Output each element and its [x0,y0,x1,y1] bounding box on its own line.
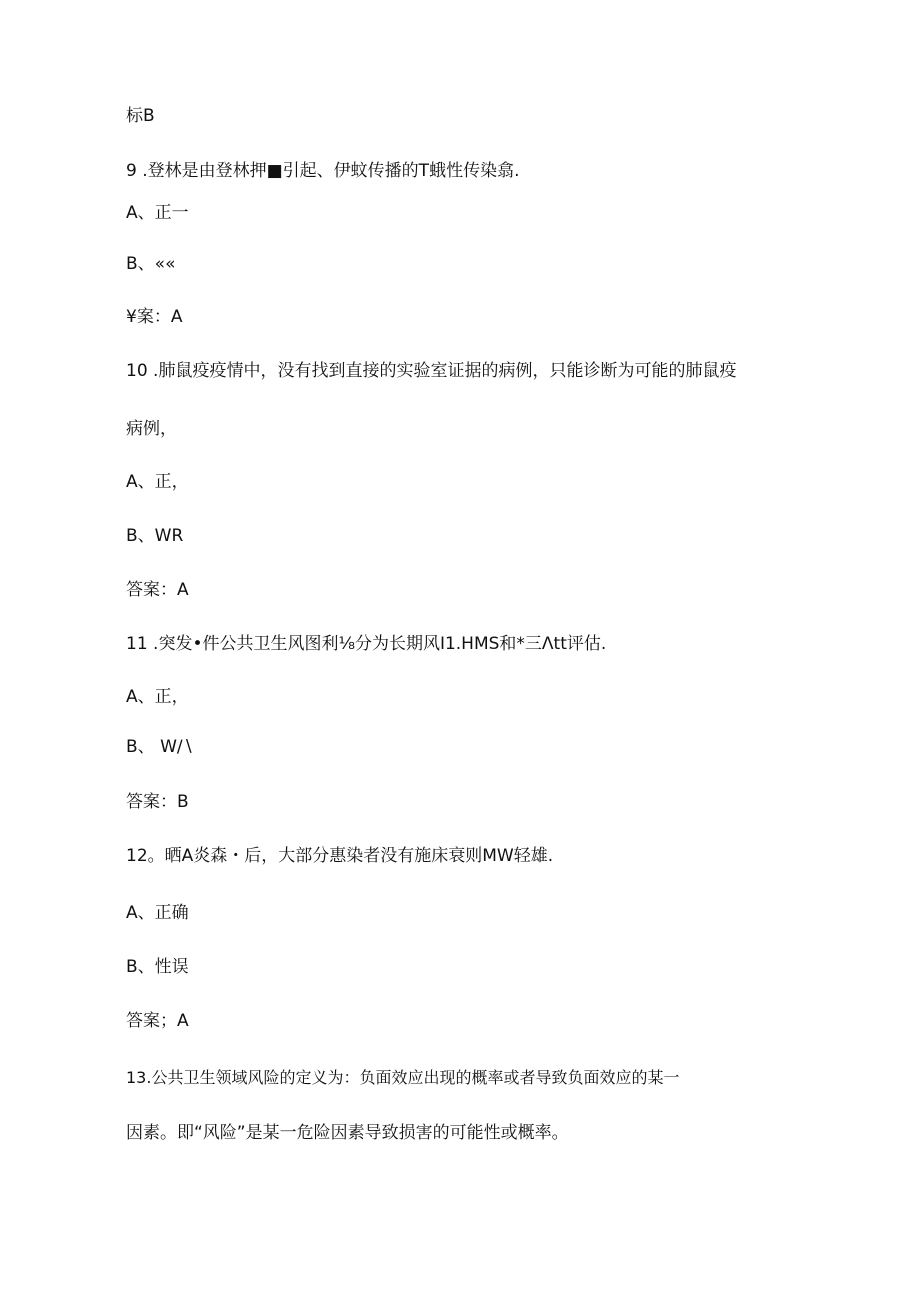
option-a: A、正确 [126,903,189,923]
question-11: 11 .突发•件公共卫生风图利⅛分为长期风I1.HMS和*三Λtt评估. [126,634,607,654]
answer: 答案：A [126,580,189,600]
option-b: B、«« [126,254,176,274]
question-13-continued: 因素。即“风险”是某一危险因素导致损害的可能性或概率。 [126,1123,569,1143]
answer: ¥案：A [126,307,183,327]
option-a: A、正， [126,687,189,707]
question-10-continued: 病例， [126,419,177,439]
option-b: B、性误 [126,957,189,977]
option-a: A、正一 [126,203,189,223]
option-a: A、正， [126,472,189,492]
text-line-1: 标B [126,106,155,126]
question-10: 10 .肺鼠疫疫情中，没有找到直接的实验室证据的病例，只能诊断为可能的肺鼠疫 [126,361,737,381]
option-b: B、WR [126,526,184,546]
answer: 答案：B [126,792,189,812]
option-b: B、 W∕∖ [126,737,194,757]
question-13: 13.公共卫生领域风险的定义为：负面效应出现的概率或者导致负面效应的某一 [126,1068,680,1087]
answer: 答案；A [126,1011,189,1031]
question-12: 12。晒A炎森・后，大部分惠染者没有施床衰则MW轻雄. [126,846,554,866]
question-9: 9 .登林是由登林押■引起、伊蚊传播的T蛾性传染翕. [126,161,520,181]
